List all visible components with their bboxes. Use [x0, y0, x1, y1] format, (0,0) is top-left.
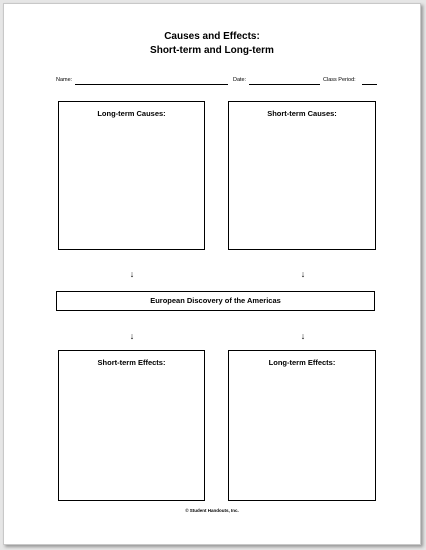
short-term-causes-label: Short-term Causes:	[267, 109, 337, 118]
down-arrow-icon: ↓	[129, 269, 135, 279]
page-subtitle: Short-term and Long-term	[150, 45, 274, 56]
date-label: Date:	[233, 77, 247, 83]
name-field[interactable]	[75, 84, 228, 85]
worksheet-page	[3, 3, 421, 545]
long-term-effects-label: Long-term Effects:	[268, 358, 336, 367]
copyright-footer: © Student Handouts, Inc.	[185, 508, 239, 513]
long-term-causes-label: Long-term Causes:	[97, 109, 166, 118]
down-arrow-icon: ↓	[129, 331, 135, 341]
class-period-label: Class Period:	[323, 77, 356, 83]
short-term-causes-box[interactable]	[228, 101, 376, 250]
long-term-causes-box[interactable]	[58, 101, 205, 250]
short-term-effects-box[interactable]	[58, 350, 205, 501]
page-title: Causes and Effects:	[164, 31, 260, 42]
short-term-effects-label: Short-term Effects:	[97, 358, 166, 367]
down-arrow-icon: ↓	[300, 269, 306, 279]
central-event-box: European Discovery of the Americas	[56, 291, 375, 311]
class-period-field[interactable]	[362, 84, 377, 85]
date-field[interactable]	[249, 84, 320, 85]
name-label: Name:	[56, 77, 73, 83]
header-fields	[56, 76, 378, 88]
long-term-effects-box[interactable]	[228, 350, 376, 501]
down-arrow-icon: ↓	[300, 331, 306, 341]
